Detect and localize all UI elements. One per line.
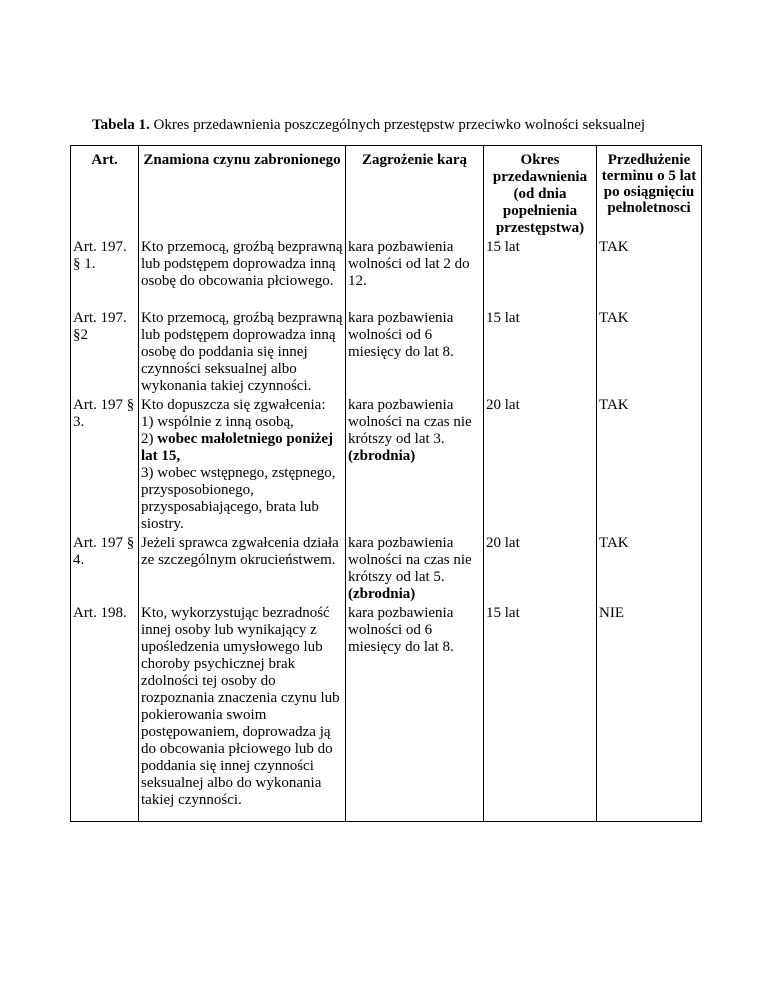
table-header-row [71,146,702,238]
cell-art: Art. 197. § 1. [71,237,139,290]
zagrozenie-bold: (zbrodnia) [348,586,416,602]
cell-art: Art. 197 § 4. [71,533,139,603]
znamiona-line: 1) wspólnie z inną osobą, [141,414,294,430]
header-przedluzenie: Przedłużenie terminu o 5 lat po osiągnięciu pełnoletnosci [597,146,702,238]
cell-zagrozenie [346,533,484,603]
znamiona-text: Kto, wykorzystując bezradność innej osoby lub wynikający z upośledzenia umysłowego lub choroby psychicznej brak zdolności tej osoby do rozpoznania znaczenia czynu lub pokierowania swoim postępowaniem, doprowadza ją do obcowania płciowego lub do poddania się innej czynności seksualnej albo do wykonania takiej czynności. [141,605,340,808]
table-row [71,603,702,822]
caption-label: Tabela 1. [92,117,150,133]
table-row [71,395,702,533]
cell-przedluzenie: NIE [597,603,702,822]
cell-znamiona: Jeżeli sprawca zgwałcenia działa ze szczególnym okrucieństwem. [139,533,346,603]
cell-okres: 15 lat [484,603,597,822]
header-zagrozenie: Zagrożenie karą [346,146,484,238]
cell-okres: 20 lat [484,533,597,603]
table-caption [92,117,645,134]
cell-zagrozenie: kara pozbawienia wolności od 6 miesięcy do lat 8. [346,290,484,395]
cell-znamiona [139,395,346,533]
zagrozenie-text: kara pozbawienia wolności na czas nie krótszy od lat 5. [348,535,472,585]
cell-okres: 15 lat [484,237,597,290]
znamiona-line: Kto dopuszcza się zgwałcenia: [141,397,326,413]
cell-przedluzenie: TAK [597,533,702,603]
znamiona-line: 3) wobec wstępnego, zstępnego, przysposobionego, przysposabiającego, brata lub siostry. [141,465,336,532]
header-znamiona: Znamiona czynu zabronionego [139,146,346,238]
cell-znamiona: Kto przemocą, groźbą bezprawną lub podstępem doprowadza inną osobę do obcowania płciowego. [139,237,346,290]
cell-okres: 20 lat [484,395,597,533]
statute-of-limitations-table [70,145,702,822]
zagrozenie-text: kara pozbawienia wolności na czas nie krótszy od lat 3. [348,397,472,447]
cell-zagrozenie: kara pozbawienia wolności od lat 2 do 12. [346,237,484,290]
table-row [71,237,702,290]
zagrozenie-bold: (zbrodnia) [348,448,416,464]
znamiona-line [141,431,343,465]
cell-znamiona [139,603,346,822]
header-okres: Okres przedawnienia (od dnia popełnienia przestępstwa) [484,146,597,238]
cell-zagrozenie: kara pozbawienia wolności od 6 miesięcy do lat 8. [346,603,484,822]
cell-przedluzenie: TAK [597,290,702,395]
znamiona-bold: wobec małoletniego poniżej lat 15, [141,431,334,464]
cell-przedluzenie: TAK [597,395,702,533]
cell-art: Art. 197. §2 [71,290,139,395]
cell-art: Art. 197 § 3. [71,395,139,533]
cell-okres: 15 lat [484,290,597,395]
table-row [71,290,702,395]
cell-znamiona: Kto przemocą, groźbą bezprawną lub podstępem doprowadza inną osobę do poddania się innej czynności seksualnej albo wykonania takiej czynności. [139,290,346,395]
header-art: Art. [71,146,139,238]
table-row [71,533,702,603]
cell-art: Art. 198. [71,603,139,822]
caption-text: Okres przedawnienia poszczególnych przestępstw przeciwko wolności seksualnej [149,117,646,133]
cell-zagrozenie [346,395,484,533]
cell-przedluzenie: TAK [597,237,702,290]
znamiona-prefix: 2) [141,431,158,447]
